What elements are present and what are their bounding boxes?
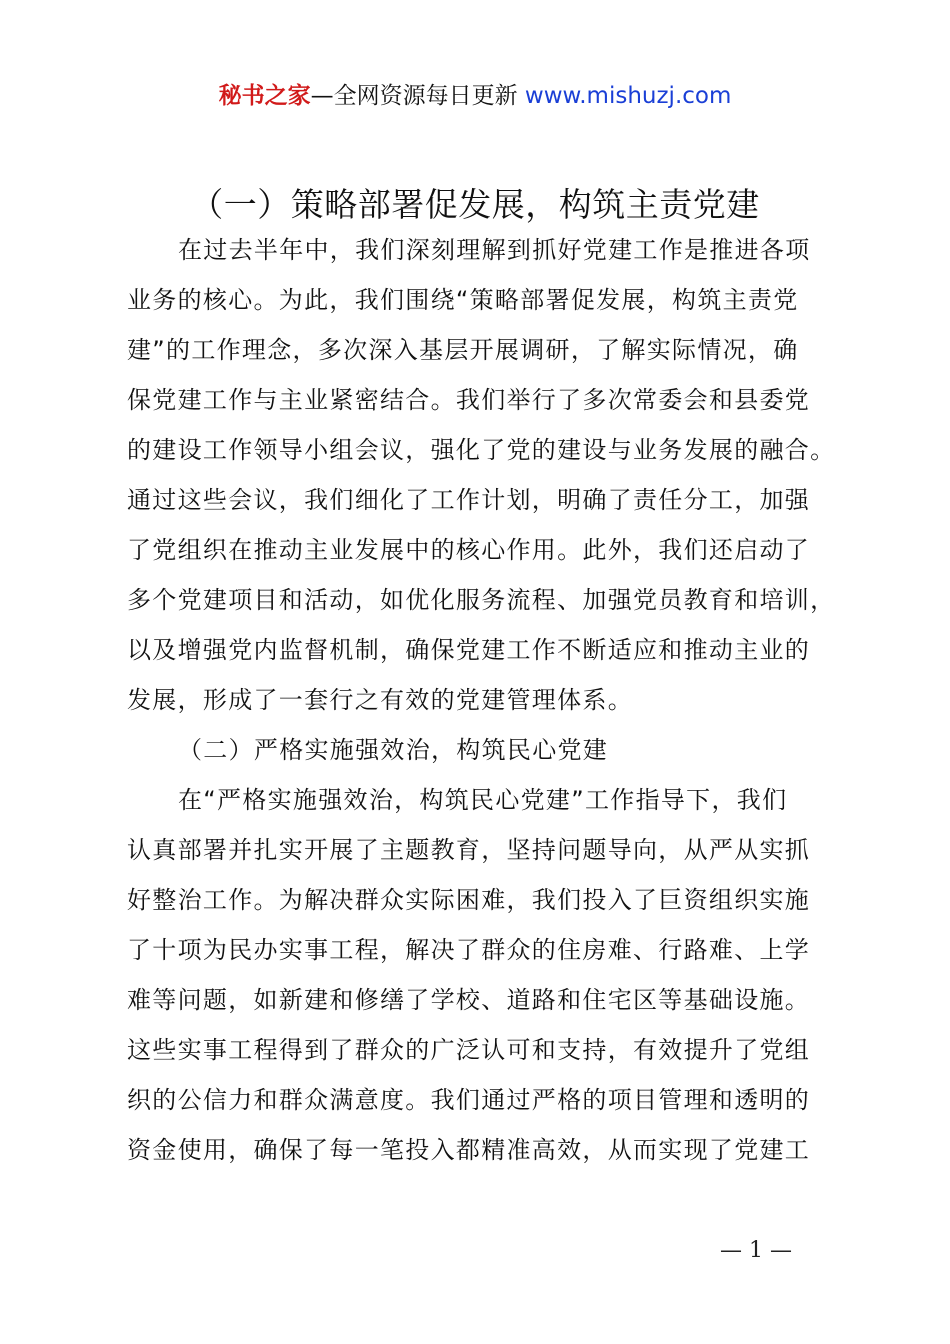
paragraph-line: 资金使用，确保了每一笔投入都精准高效，从而实现了党建工 bbox=[127, 1136, 811, 1164]
section1-title: （一）策略部署促发展，构筑主责党建 bbox=[190, 185, 760, 224]
paragraph-line: 多个党建项目和活动，如优化服务流程、加强党员教育和培训， bbox=[127, 586, 836, 614]
banner-dash: — bbox=[310, 83, 334, 109]
paragraph-line: 织的公信力和群众满意度。我们通过严格的项目管理和透明的 bbox=[127, 1086, 811, 1114]
paragraph-line: 了党组织在推动主业发展中的核心作用。此外，我们还启动了 bbox=[127, 536, 811, 564]
paragraph-line: 业务的核心。为此，我们围绕“策略部署促发展，构筑主责党 bbox=[127, 286, 799, 314]
banner-tagline: 全网资源每日更新 bbox=[333, 83, 518, 109]
paragraph-line: 难等问题，如新建和修缮了学校、道路和住宅区等基础设施。 bbox=[127, 986, 811, 1014]
banner-brand: 秘书之家 bbox=[218, 83, 311, 109]
paragraph-line: 保党建工作与主业紧密结合。我们举行了多次常委会和县委党 bbox=[127, 386, 811, 414]
paragraph-line: 发展，形成了一套行之有效的党建管理体系。 bbox=[127, 686, 633, 714]
page-number: — 1 — bbox=[720, 1238, 792, 1263]
paragraph-line: 在过去半年中，我们深刻理解到抓好党建工作是推进各项 bbox=[178, 236, 811, 264]
paragraph-line: 建”的工作理念，多次深入基层开展调研，了解实际情况，确 bbox=[127, 336, 799, 364]
paragraph-line: 在“严格实施强效治，构筑民心党建”工作指导下，我们 bbox=[178, 786, 788, 814]
section2-title: （二）严格实施强效治，构筑民心党建 bbox=[178, 736, 609, 764]
paragraph-line: 认真部署并扎实开展了主题教育，坚持问题导向，从严从实抓 bbox=[127, 836, 811, 864]
banner-url-link[interactable]: www.mishuzj.com bbox=[524, 83, 732, 109]
site-banner bbox=[0, 78, 950, 114]
paragraph-line: 以及增强党内监督机制，确保党建工作不断适应和推动主业的 bbox=[127, 636, 811, 664]
paragraph-line: 的建设工作领导小组会议，强化了党的建设与业务发展的融合。 bbox=[127, 436, 836, 464]
paragraph-line: 这些实事工程得到了群众的广泛认可和支持，有效提升了党组 bbox=[127, 1036, 811, 1064]
paragraph-line: 了十项为民办实事工程，解决了群众的住房难、行路难、上学 bbox=[127, 936, 811, 964]
paragraph-line: 好整治工作。为解决群众实际困难，我们投入了巨资组织实施 bbox=[127, 886, 811, 914]
paragraph-line: 通过这些会议，我们细化了工作计划，明确了责任分工，加强 bbox=[127, 486, 811, 514]
